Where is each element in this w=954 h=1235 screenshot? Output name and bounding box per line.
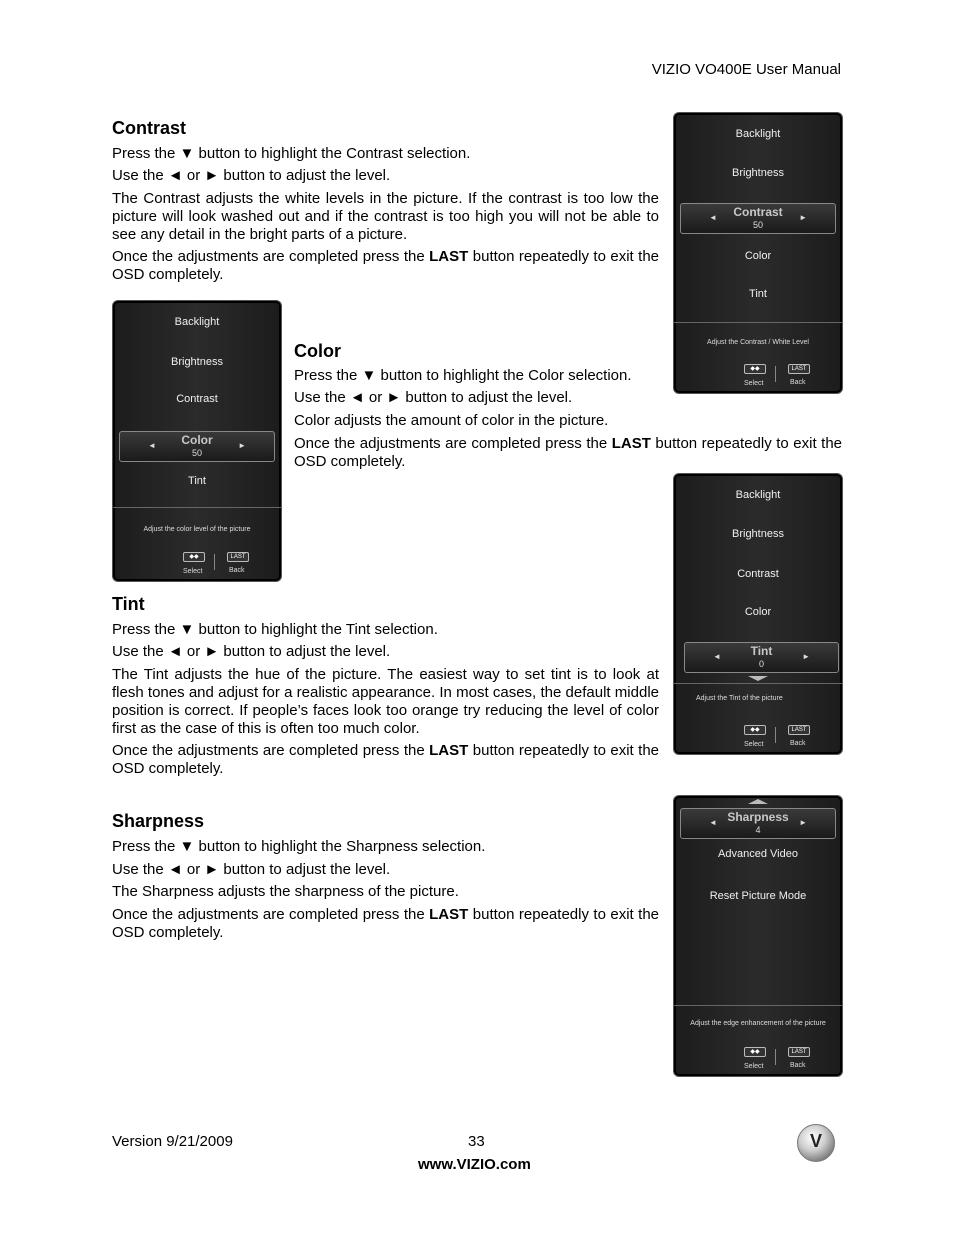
osd-menu-item: Reset Picture Mode	[709, 890, 807, 902]
osd-divider	[113, 507, 281, 508]
osd-menu-item: Backlight	[174, 316, 220, 328]
right-arrow-icon: ►	[799, 213, 807, 222]
osd-help-text: Adjust the color level of the picture	[143, 526, 251, 533]
sharpness-heading: Sharpness	[112, 811, 205, 831]
osd-menu-item: Backlight	[735, 489, 781, 501]
osd-contrast-screenshot	[673, 112, 843, 394]
left-arrow-icon: ◄	[709, 818, 717, 827]
select-icon: ◆◆	[744, 725, 766, 735]
right-arrow-icon: ►	[802, 652, 810, 661]
osd-divider	[674, 1005, 842, 1006]
color-exit-note: Once the adjustments are completed press the LAST button repeatedly to exit the OSD completely.	[294, 435, 843, 470]
osd-selected-name: Color	[181, 433, 213, 447]
last-icon: LAST	[788, 725, 810, 735]
left-arrow-icon: ◄	[709, 213, 717, 222]
contrast-description: The Contrast adjusts the white levels in the picture. If the contrast is too low the picture will look washed out and if the contrast is too high you will not be able to see any detail in the bright parts of a picture.	[112, 190, 659, 243]
last-icon: LAST	[788, 1047, 810, 1057]
osd-selected-item	[680, 808, 836, 839]
back-label: Back	[229, 567, 245, 574]
scroll-up-icon	[748, 799, 768, 804]
osd-key-legend	[113, 551, 281, 577]
select-label: Select	[744, 741, 764, 748]
osd-selected-name: Contrast	[733, 205, 783, 219]
osd-help-text: Adjust the edge enhancement of the picture	[690, 1020, 826, 1027]
osd-selected-name: Sharpness	[727, 810, 789, 824]
legend-separator	[775, 727, 776, 743]
legend-separator	[775, 1049, 776, 1065]
osd-help-text: Adjust the Contrast / White Level	[707, 339, 809, 346]
osd-key-legend	[674, 724, 842, 750]
osd-menu-item: Color	[744, 250, 772, 262]
select-label: Select	[744, 380, 764, 387]
last-icon: LAST	[788, 364, 810, 374]
osd-divider	[674, 322, 842, 323]
contrast-exit-note: Once the adjustments are completed press the LAST button repeatedly to exit the OSD completely.	[112, 248, 660, 283]
contrast-step-2: Use the ◄ or ► button to adjust the level.	[112, 167, 391, 184]
sharpness-step-2: Use the ◄ or ► button to adjust the level.	[112, 861, 391, 878]
osd-selected-name: Tint	[750, 644, 773, 658]
select-icon: ◆◆	[183, 552, 205, 562]
tint-step-1: Press the ▼ button to highlight the Tint selection.	[112, 621, 438, 638]
osd-menu-item: Contrast	[737, 568, 779, 580]
left-arrow-icon: ◄	[148, 441, 156, 450]
left-arrow-icon: ◄	[713, 652, 721, 661]
osd-selected-item	[680, 203, 836, 234]
osd-selected-item	[684, 642, 839, 673]
osd-menu-item: Tint	[188, 475, 206, 487]
color-step-2: Use the ◄ or ► button to adjust the level.	[294, 389, 573, 406]
osd-selected-value: 0	[758, 659, 764, 669]
back-label: Back	[790, 740, 806, 747]
scroll-down-icon	[748, 676, 768, 681]
osd-tint-screenshot	[673, 473, 843, 755]
back-label: Back	[790, 379, 806, 386]
osd-help-text: Adjust the Tint of the picture	[696, 695, 783, 702]
select-icon: ◆◆	[744, 1047, 766, 1057]
osd-menu-item: Color	[744, 606, 772, 618]
color-heading: Color	[294, 341, 341, 361]
contrast-step-1: Press the ▼ button to highlight the Contrast selection.	[112, 145, 471, 162]
osd-selected-value: 50	[752, 220, 763, 230]
tint-exit-note: Once the adjustments are completed press the LAST button repeatedly to exit the OSD completely.	[112, 742, 660, 777]
osd-color-screenshot	[112, 300, 282, 582]
select-label: Select	[183, 568, 203, 575]
footer-page-number: 33	[468, 1133, 485, 1150]
osd-selected-value: 50	[191, 448, 202, 458]
sharpness-step-1: Press the ▼ button to highlight the Sharpness selection.	[112, 838, 486, 855]
osd-menu-item: Brightness	[732, 528, 784, 540]
osd-menu-item: Brightness	[171, 356, 223, 368]
osd-menu-item: Brightness	[732, 167, 784, 179]
osd-menu-item: Backlight	[735, 128, 781, 140]
select-icon: ◆◆	[744, 364, 766, 374]
right-arrow-icon: ►	[238, 441, 246, 450]
osd-sharpness-screenshot	[673, 795, 843, 1077]
back-label: Back	[790, 1062, 806, 1069]
osd-menu-item: Contrast	[176, 393, 218, 405]
tint-description: The Tint adjusts the hue of the picture. The easiest way to set tint is to look at flesh tones and adjust for a realistic appearance. In most cases, the default middle position is correct. If people’s faces look too orange try reducing the level of color first as the case of this is often too much color.	[112, 666, 659, 737]
color-step-1: Press the ▼ button to highlight the Color selection.	[294, 367, 632, 384]
footer-version: Version 9/21/2009	[112, 1133, 233, 1150]
osd-menu-item: Tint	[749, 288, 767, 300]
osd-selected-item	[119, 431, 275, 462]
osd-divider	[674, 683, 842, 684]
osd-key-legend	[674, 1046, 842, 1072]
tint-heading: Tint	[112, 594, 145, 614]
contrast-heading: Contrast	[112, 118, 187, 138]
right-arrow-icon: ►	[799, 818, 807, 827]
legend-separator	[214, 554, 215, 570]
select-label: Select	[744, 1063, 764, 1070]
manual-title: VIZIO VO400E User Manual	[651, 61, 841, 78]
osd-selected-value: 4	[755, 825, 761, 835]
last-icon: LAST	[227, 552, 249, 562]
vizio-logo-icon: V	[797, 1124, 835, 1162]
sharpness-exit-note: Once the adjustments are completed press the LAST button repeatedly to exit the OSD completely.	[112, 906, 660, 941]
osd-menu-item: Advanced Video	[718, 848, 798, 860]
sharpness-description: The Sharpness adjusts the sharpness of the picture.	[112, 883, 459, 900]
footer-url[interactable]: www.VIZIO.com	[418, 1156, 531, 1173]
color-description: Color adjusts the amount of color in the picture.	[294, 412, 609, 429]
tint-step-2: Use the ◄ or ► button to adjust the level.	[112, 643, 391, 660]
